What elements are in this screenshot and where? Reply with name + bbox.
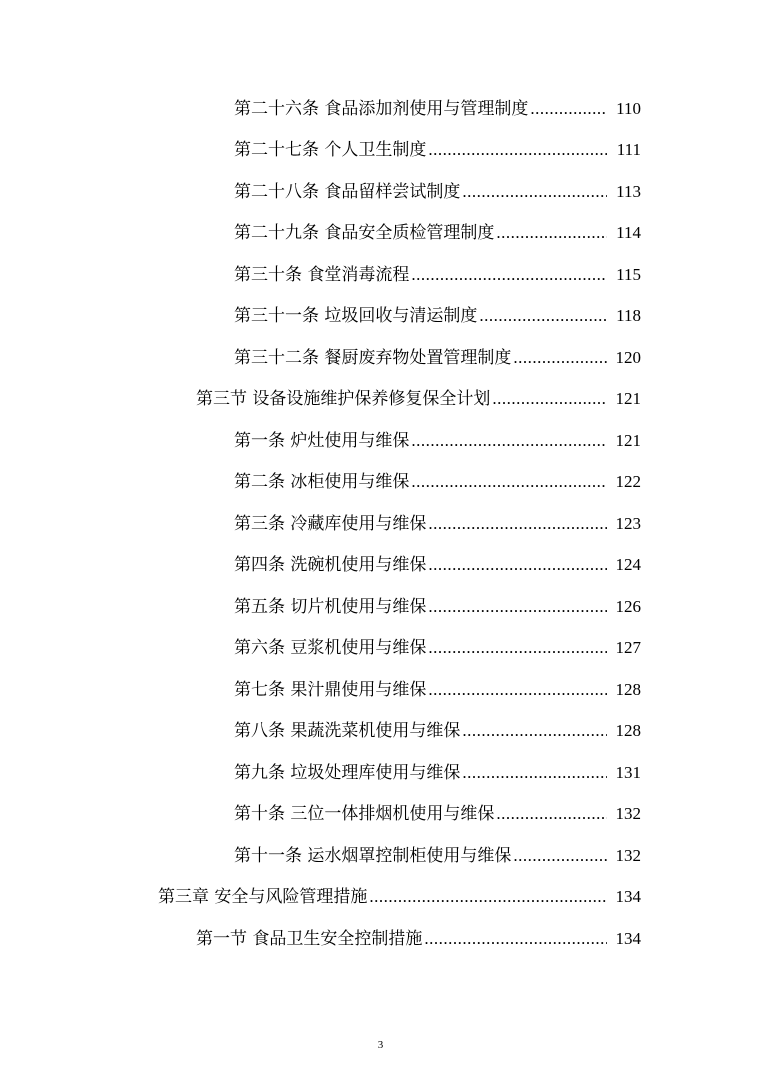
- toc-entry-page: 121: [615, 430, 641, 450]
- toc-entry-page: 118: [616, 306, 641, 326]
- toc-entry[interactable]: [0, 669, 761, 711]
- toc-dot-leader: [513, 845, 607, 867]
- toc-entry-page: 120: [615, 347, 641, 367]
- toc-entry-title: 第二十六条 食品添加剂使用与管理制度: [234, 98, 529, 119]
- toc-entry-page: 134: [615, 928, 641, 948]
- toc-dot-leader: [462, 181, 607, 203]
- toc-entry-page: 126: [615, 596, 641, 616]
- toc-entry[interactable]: [0, 130, 761, 172]
- toc-dot-leader: [462, 720, 607, 742]
- toc-dot-leader: [428, 679, 607, 701]
- toc-entry-title: 第三节 设备设施维护保养修复保全计划: [196, 389, 491, 410]
- toc-entry-title: 第二十七条 个人卫生制度: [234, 140, 427, 161]
- toc-entry[interactable]: [0, 794, 761, 836]
- toc-entry[interactable]: [0, 545, 761, 587]
- toc-entry[interactable]: [0, 918, 761, 960]
- toc-entry[interactable]: [0, 296, 761, 338]
- toc-entry-title: 第八条 果蔬洗菜机使用与维保: [234, 721, 461, 742]
- toc-entry-title: 第十条 三位一体排烟机使用与维保: [234, 804, 495, 825]
- toc-dot-leader: [424, 928, 607, 950]
- toc-entry-title: 第七条 果汁鼎使用与维保: [234, 679, 427, 700]
- toc-dot-leader: [428, 139, 607, 161]
- toc-entry[interactable]: [0, 586, 761, 628]
- toc-entry-title: 第十一条 运水烟罩控制柜使用与维保: [234, 845, 512, 866]
- toc-dot-leader: [411, 264, 607, 286]
- toc-dot-leader: [513, 347, 607, 369]
- toc-entry-title: 第二十九条 食品安全质检管理制度: [234, 223, 495, 244]
- toc-dot-leader: [369, 886, 607, 908]
- toc-dot-leader: [411, 471, 607, 493]
- toc-entry[interactable]: [0, 711, 761, 753]
- toc-entry-title: 第二十八条 食品留样尝试制度: [234, 181, 461, 202]
- toc-entry[interactable]: [0, 628, 761, 670]
- toc-entry-page: 128: [615, 721, 641, 741]
- toc-dot-leader: [428, 637, 607, 659]
- toc-entry-title: 第三十二条 餐厨废弃物处置管理制度: [234, 347, 512, 368]
- toc-dot-leader: [530, 98, 607, 120]
- toc-entry-title: 第三条 冷藏库使用与维保: [234, 513, 427, 534]
- toc-dot-leader: [428, 554, 607, 576]
- toc-entry-page: 131: [615, 762, 641, 782]
- toc-entry[interactable]: [0, 88, 761, 130]
- toc-entry[interactable]: [0, 213, 761, 255]
- table-of-contents: [0, 88, 761, 960]
- toc-entry[interactable]: [0, 877, 761, 919]
- toc-dot-leader: [479, 305, 607, 327]
- toc-entry-page: 132: [615, 804, 641, 824]
- toc-entry-title: 第九条 垃圾处理库使用与维保: [234, 762, 461, 783]
- toc-entry[interactable]: [0, 337, 761, 379]
- toc-entry-page: 114: [616, 223, 641, 243]
- toc-entry-page: 122: [615, 472, 641, 492]
- toc-entry[interactable]: [0, 752, 761, 794]
- toc-entry-page: 128: [615, 679, 641, 699]
- toc-entry-page: 134: [615, 887, 641, 907]
- toc-entry-page: 121: [615, 389, 641, 409]
- toc-entry-page: 132: [615, 845, 641, 865]
- toc-entry-page: 113: [616, 181, 641, 201]
- toc-entry-title: 第一条 炉灶使用与维保: [234, 430, 410, 451]
- toc-entry-page: 111: [616, 140, 641, 160]
- toc-entry[interactable]: [0, 420, 761, 462]
- toc-entry-page: 123: [615, 513, 641, 533]
- toc-entry[interactable]: [0, 835, 761, 877]
- toc-entry[interactable]: [0, 503, 761, 545]
- toc-entry-page: 115: [616, 264, 641, 284]
- toc-entry-title: 第三章 安全与风险管理措施: [158, 887, 368, 908]
- toc-dot-leader: [492, 388, 607, 410]
- toc-entry-title: 第四条 洗碗机使用与维保: [234, 555, 427, 576]
- toc-dot-leader: [428, 513, 607, 535]
- toc-entry-title: 第二条 冰柜使用与维保: [234, 472, 410, 493]
- toc-entry-page: 110: [616, 98, 641, 118]
- toc-dot-leader: [496, 222, 607, 244]
- toc-entry-title: 第一节 食品卫生安全控制措施: [196, 928, 423, 949]
- toc-dot-leader: [411, 430, 607, 452]
- toc-entry[interactable]: [0, 462, 761, 504]
- toc-entry-page: 127: [615, 638, 641, 658]
- toc-entry-title: 第五条 切片机使用与维保: [234, 596, 427, 617]
- toc-entry-title: 第六条 豆浆机使用与维保: [234, 638, 427, 659]
- toc-entry[interactable]: [0, 254, 761, 296]
- toc-entry[interactable]: [0, 171, 761, 213]
- toc-entry-page: 124: [615, 555, 641, 575]
- toc-entry-title: 第三十一条 垃圾回收与清运制度: [234, 306, 478, 327]
- toc-dot-leader: [496, 803, 607, 825]
- page-number: 3: [377, 1039, 384, 1051]
- toc-dot-leader: [428, 596, 607, 618]
- toc-dot-leader: [462, 762, 607, 784]
- toc-entry[interactable]: [0, 379, 761, 421]
- toc-entry-title: 第三十条 食堂消毒流程: [234, 264, 410, 285]
